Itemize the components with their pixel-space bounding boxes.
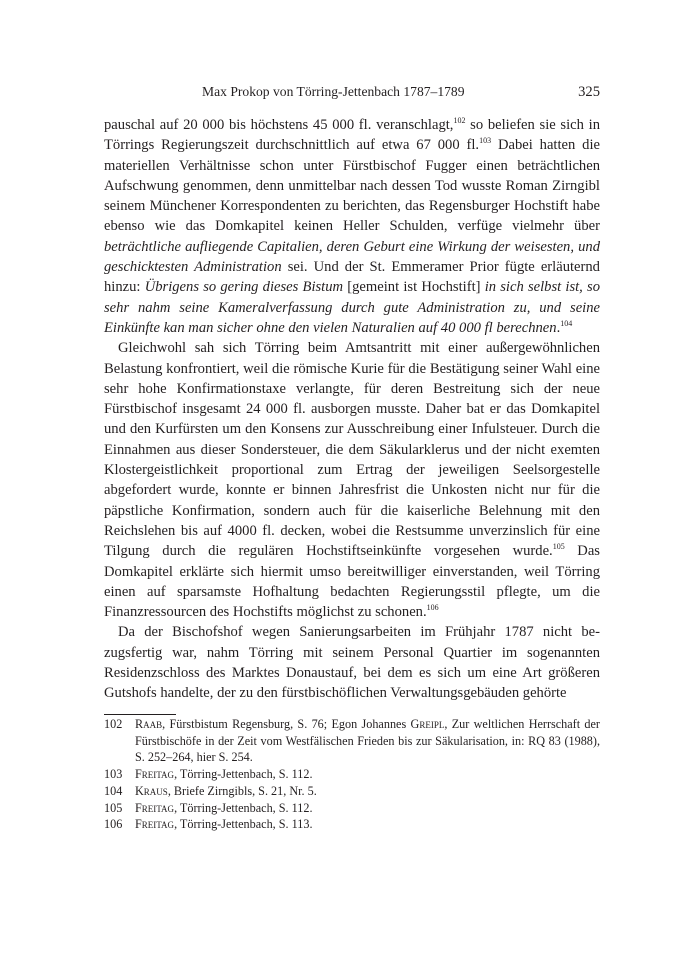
footnote-reference[interactable]: 102 (453, 116, 466, 125)
footnote-text (135, 817, 313, 831)
footnote (104, 816, 600, 833)
author-name: Freitag (135, 800, 175, 815)
text-run: pauschal auf 20 000 bis höchstens 45 000 fl. veranschlagt, (104, 117, 454, 133)
footnote-number: 105 (104, 800, 123, 815)
italic-text: beträchtliche aufliegende Capitalien, deren Geburt eine Wirkung der weisesten, und geschicktesten Administration (104, 238, 600, 276)
author-name: Greipl (410, 717, 445, 731)
footnote-reference[interactable]: 106 (426, 603, 439, 613)
footnote-reference[interactable]: 103 (479, 136, 492, 146)
text-run: , Fürstbistum Regensburg, S. 76; Egon Johannes (162, 717, 411, 731)
page-number: 325 (578, 84, 600, 100)
text-run: Gleichwohl sah sich Törring beim Amtsantritt mit einer außergewöhnlichen Belastung konfrontiert, weil die römische Kurie für die Bestätigung seiner Wahl eine sehr hohe Konfirmationstaxe verlangte, für deren Bestreitung sich der neue Fürstbischof insgesamt 24 000 fl. ausborgen musste. Daher bat er das Domkapitel und den Kurfürsten um den Konsens zur Ausschreibung einer Infulsteuer. Durch die Einnahmen aus dieser Sondersteuer, die dem Säkularklerus und der nicht exemten Klostergeistlichkeit proportional zum Ertrag der jeweiligen Seelsorgestelle abgefordert wurde, konnte er binnen Jahresfrist die Unkosten nicht nur für die päpstliche Konfirmation, sondern auch für die kaiserliche Belehnung mit den Reichslehen bis auf 4000 fl. decken, wobei die Restsumme unverzinslich für eine Tilgung durch die regulären Hochstiftseinkünfte vorgesehen wurde. (104, 340, 600, 560)
text-run: , Törring-Jettenbach, S. 113. (174, 817, 313, 832)
footnote (104, 766, 600, 783)
text-run: , Törring-Jettenbach, S. 112. (174, 767, 313, 782)
footnotes (104, 716, 600, 833)
author-name: Raab (135, 717, 163, 731)
footnote-text (135, 784, 317, 798)
text-run: , Törring-Jettenbach, S. 112. (174, 800, 313, 815)
italic-text: Übrigens so gering dieses Bistum (144, 279, 344, 296)
footnote-text (135, 767, 313, 781)
footnote-reference[interactable]: 105 (552, 542, 565, 552)
text-run: Das Domkapitel erklärte sich hiermit umso bereitwilliger einverstanden, weil Törring einen auf sparsamste Hofhaltung bedachten Regierungsstil pflegte, um die Finanzressourcen des Hochstifts möglichst zu schonen. (104, 543, 600, 621)
footnote (104, 783, 600, 800)
paragraph (104, 622, 600, 703)
text-run: , Briefe Zirngibls, S. 21, Nr. 5. (167, 783, 317, 798)
author-name: Freitag (135, 817, 175, 832)
running-title: Max Prokop von Törring-Jettenbach 1787–1789 (202, 84, 465, 99)
author-name: Kraus (135, 783, 168, 798)
text-run: Da der Bischofshof wegen Sanierungsarbeiten im Frühjahr 1787 nicht bezugsfertig war, nahm Törring mit seinem Personal Quartier im sogenannten Residenzschloss des Marktes Donaustauf, bei dem es sich um eine Art größeren Gutshofs handelte, der zu den fürstbischöflichen Verwaltungsgebäuden gehörte (104, 624, 600, 702)
paragraph (104, 115, 600, 338)
footnote-rule (104, 714, 176, 715)
text-run: [gemeint ist Hochstift] (343, 279, 485, 296)
body-text (104, 115, 600, 704)
text-run: , Zur weltlichen Herrschaft der Fürstbischöfe in der Zeit vom Westfälischen Frieden bis zur Säkularisation, in: RQ 83 (1988), S. 252–264, hier S. 254. (135, 717, 600, 765)
author-name: Freitag (135, 767, 175, 782)
italic-text: in sich selbst ist, so sehr nahm seine Kameralverfassung durch gute Administration zu, und seine Einkünfte kan man sicher ohne den vielen Naturalien auf 40 000 fl berechnen (104, 279, 600, 336)
text-run: . (556, 319, 561, 336)
footnote-number: 102 (104, 717, 123, 731)
footnote (104, 716, 600, 766)
footnote-text (135, 717, 600, 764)
footnote-number: 104 (104, 783, 123, 798)
footnote (104, 800, 600, 817)
text-run: sei. Und der St. Emmeramer Prior fügte erläuternd hinzu: (104, 259, 600, 296)
text-run: Dabei hatten die materiellen Verhältnisse schon unter Fürstbischof Fugger einen beträchtlichen Aufschwung genommen, denn unmittelbar nach dessen Tod wusste Roman Zirngibl seinem Münchener Korrespondenten zu berichten, das Regensburger Hochstift habe ebenso wie das Domkapitel keinen Heller Schulden, verfüge vielmehr über (104, 137, 600, 235)
footnote-number: 106 (104, 817, 123, 832)
footnote-reference[interactable]: 104 (560, 318, 573, 328)
footnote-number: 103 (104, 767, 123, 782)
text-run: so beliefen sie sich in Törrings Regierungszeit durchschnittlich auf etwa 67 000 fl. (104, 117, 600, 154)
paragraph (104, 338, 600, 622)
running-head (104, 82, 600, 102)
footnote-text (135, 801, 313, 815)
